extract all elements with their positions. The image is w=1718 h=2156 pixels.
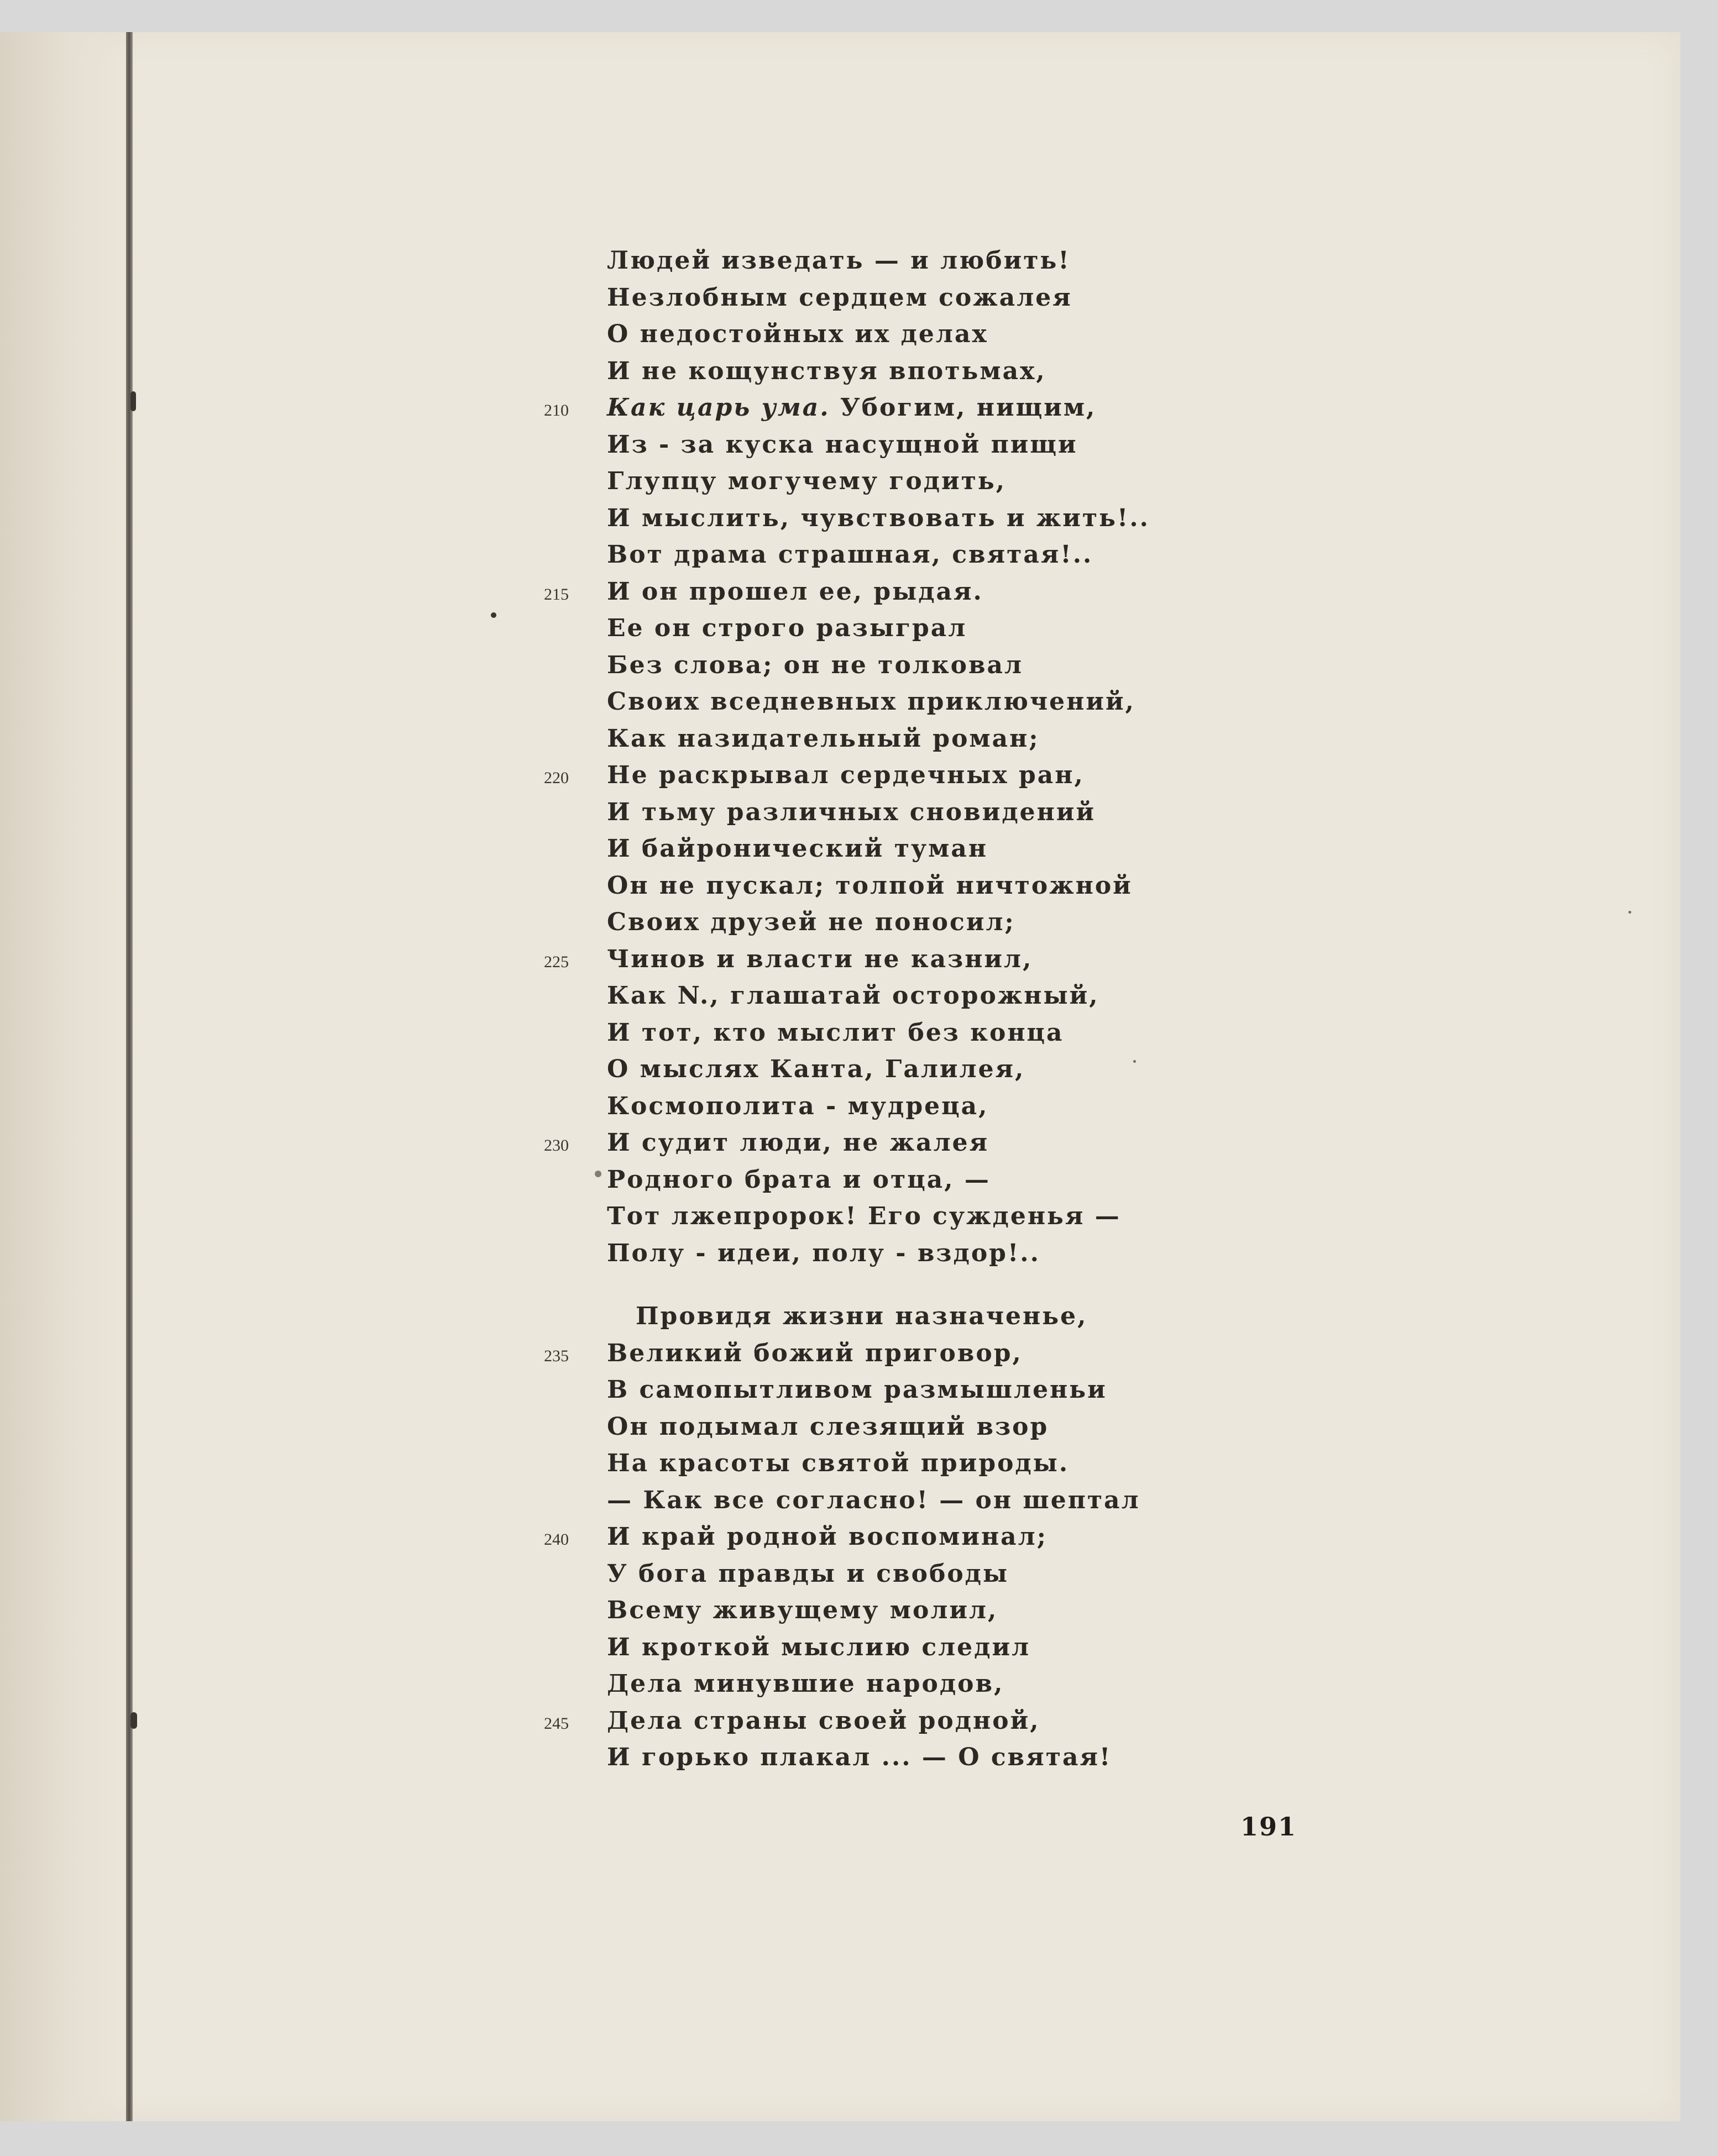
line-number: 230 [544,1136,569,1155]
poem-line: Дела страны своей родной, [607,1706,1040,1735]
book-page [0,32,1680,2121]
line-number: 215 [544,585,569,604]
poem-line: И судит люди, не жалея [607,1129,989,1157]
poem-line: О недостойных их делах [607,320,988,348]
poem-line: Без слова; он не толковал [607,651,1024,679]
line-number: 245 [544,1714,569,1733]
poem-line: Из - за куска насущной пищи [607,430,1078,459]
poem-line: — Как все согласно! — он шептал [607,1486,1140,1514]
poem-text [0,32,1680,2121]
poem-line: Чинов и власти не казнил, [607,945,1033,973]
poem-line: У бога правды и свободы [607,1559,1009,1588]
poem-line: Ее он строго разыграл [607,614,967,642]
poem-line: Космополита - мудреца, [607,1092,989,1120]
poem-line: И не кощунствуя впотьмах, [607,356,1046,385]
poem-line: Не раскрывал сердечных ран, [607,761,1085,789]
poem-line: Всему живущему молил, [607,1596,998,1624]
poem-line: И мыслить, чувствовать и жить!.. [607,503,1150,532]
poem-line: Своих друзей не поносил; [607,908,1015,936]
poem-line: Как N., глашатай осторожный, [607,982,1099,1010]
poem-line: И он прошел ее, рыдая. [607,577,983,606]
poem-line: Полу - идеи, полу - вздор!.. [607,1239,1040,1267]
poem-line-text: Убогим, нищим, [830,394,1097,422]
poem-line: И тот, кто мыслит без конца [607,1018,1064,1047]
poem-line: И кроткой мыслию следил [607,1633,1031,1661]
poem-line: Незлобным сердцем сожалея [607,283,1072,312]
line-number: 235 [544,1346,569,1365]
poem-line: Глупцу могучему годить, [607,467,1007,495]
page-number: 191 [1240,1812,1297,1842]
poem-line: Он подымал слезящий взор [607,1412,1049,1441]
poem-line: О мыслях Канта, Галилея, [607,1055,1025,1083]
poem-line-italic: Как царь ума. [607,394,830,422]
poem-line: Вот драма страшная, святая!.. [607,541,1093,569]
poem-line: И байронический туман [607,835,988,863]
poem-line: Людей изведать — и любить! [607,246,1071,275]
poem-line: Своих вседневных приключений, [607,688,1135,716]
poem-line: На красоты святой природы. [607,1449,1070,1477]
poem-line: Великий божий приговор, [607,1339,1023,1367]
line-number: 240 [544,1530,569,1549]
poem-line [607,396,1096,420]
poem-line: Тот лжепророк! Его сужденья — [607,1202,1121,1230]
poem-line: Дела минувшие народов, [607,1670,1004,1698]
line-number: 210 [544,401,569,419]
line-number: 220 [544,769,569,787]
poem-line: Провидя жизни назначенье, [636,1302,1088,1330]
poem-line: Родного брата и отца, — [607,1165,991,1194]
line-number: 225 [544,952,569,971]
poem-line: И край родной воспоминал; [607,1523,1047,1551]
poem-line: Как назидательный роман; [607,724,1040,753]
poem-line: И горько плакал ... — О святая! [607,1743,1112,1771]
poem-line: И тьму различных сновидений [607,798,1096,826]
poem-line: В самопытливом размышленьи [607,1376,1107,1404]
poem-line: Он не пускал; толпой ничтожной [607,871,1133,900]
